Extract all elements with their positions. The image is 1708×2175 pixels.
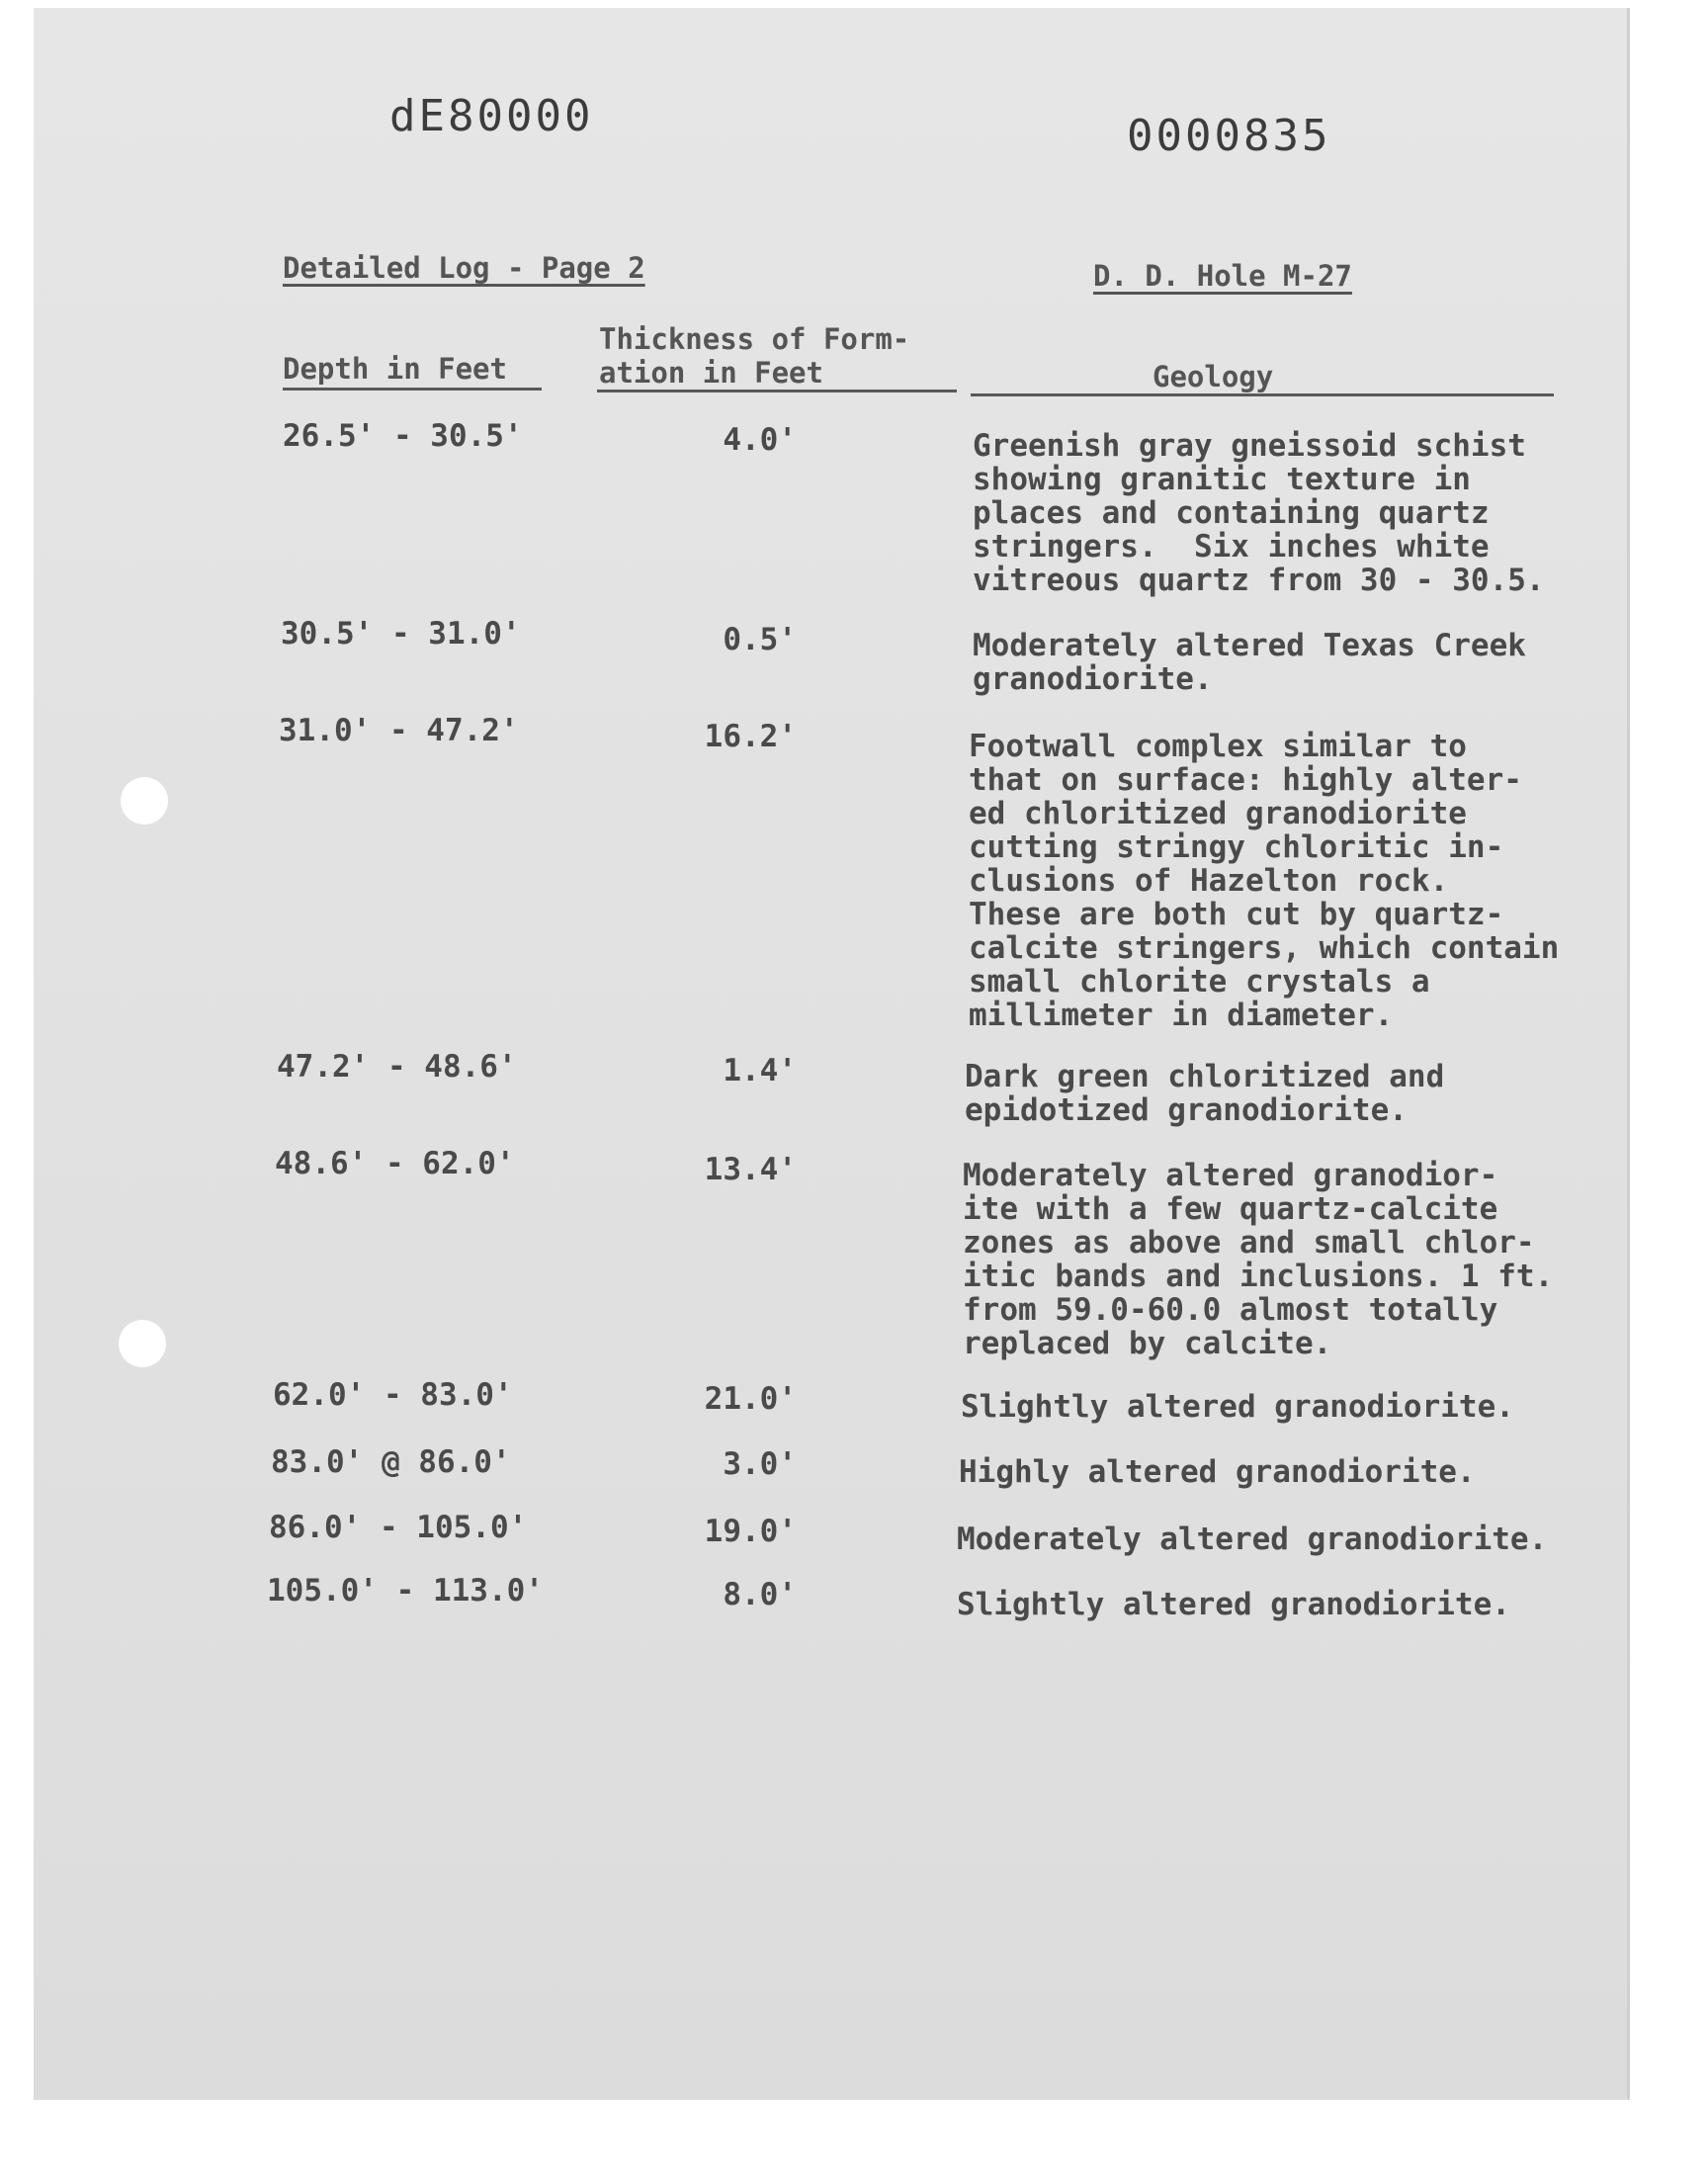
row-geology: Slightly altered granodiorite. xyxy=(961,1389,1514,1425)
punch-hole-top xyxy=(121,777,168,825)
punch-hole-bottom xyxy=(119,1320,166,1367)
row-geology: Highly altered granodiorite. xyxy=(959,1454,1476,1490)
column-header-depth: Depth in Feet xyxy=(283,352,507,386)
row-depth: 48.6' - 62.0' xyxy=(275,1146,515,1181)
column-header-geology: Geology xyxy=(1153,360,1274,393)
column-rule-geology xyxy=(971,393,1554,396)
row-thickness: 21.0' xyxy=(704,1381,797,1417)
row-depth: 30.5' - 31.0' xyxy=(281,616,521,652)
row-depth: 86.0' - 105.0' xyxy=(269,1510,528,1545)
column-rule-thickness xyxy=(597,390,957,392)
row-geology: Greenish gray gneissoid schist showing granitic texture in places and containing quartz stringers. Six inches white vitreous quartz from 30 - 30.5. xyxy=(973,428,1545,598)
row-thickness: 4.0' xyxy=(723,422,797,458)
row-depth: 26.5' - 30.5' xyxy=(283,418,523,454)
column-rule-depth xyxy=(283,388,542,391)
column-header-thickness-1: Thickness of Form- xyxy=(599,322,910,356)
row-geology: Dark green chloritized and epidotized granodiorite. xyxy=(965,1059,1445,1128)
column-header-thickness-2: ation in Feet xyxy=(599,356,823,390)
row-depth: 47.2' - 48.6' xyxy=(277,1049,517,1085)
row-geology: Moderately altered granodiorite. xyxy=(957,1522,1548,1557)
row-thickness: 1.4' xyxy=(723,1053,797,1088)
doc-code-right: 0000835 xyxy=(1127,111,1331,161)
row-thickness: 13.4' xyxy=(704,1152,797,1187)
row-thickness: 16.2' xyxy=(704,719,797,754)
row-geology: Moderately altered granodior- ite with a few quartz-calcite zones as above and small chlor- itic bands and inclusions. 1 ft. from 59.0-60.0 almost totally replaced by calcite. xyxy=(963,1158,1554,1361)
row-thickness: 0.5' xyxy=(723,622,797,657)
log-title: Detailed Log - Page 2 xyxy=(283,251,645,285)
row-depth: 105.0' - 113.0' xyxy=(267,1573,544,1609)
row-depth: 62.0' - 83.0' xyxy=(273,1377,513,1413)
row-geology: Slightly altered granodiorite. xyxy=(957,1587,1510,1622)
row-depth: 31.0' - 47.2' xyxy=(279,713,519,748)
hole-id: D. D. Hole M-27 xyxy=(1093,259,1352,293)
row-geology: Moderately altered Texas Creek granodiorite. xyxy=(973,628,1526,697)
row-thickness: 8.0' xyxy=(723,1577,797,1612)
row-geology: Footwall complex similar to that on surface: highly alter- ed chloritized granodiorite cutting stringy chloritic in- clusions of Hazelton rock. These are both cut by quartz- calcite stringers, which contain small chlorite crystals a millimeter in diameter. xyxy=(969,729,1560,1033)
doc-code-left: dE80000 xyxy=(389,91,594,141)
row-thickness: 3.0' xyxy=(723,1446,797,1482)
row-thickness: 19.0' xyxy=(704,1514,797,1549)
row-depth: 83.0' @ 86.0' xyxy=(271,1444,511,1480)
